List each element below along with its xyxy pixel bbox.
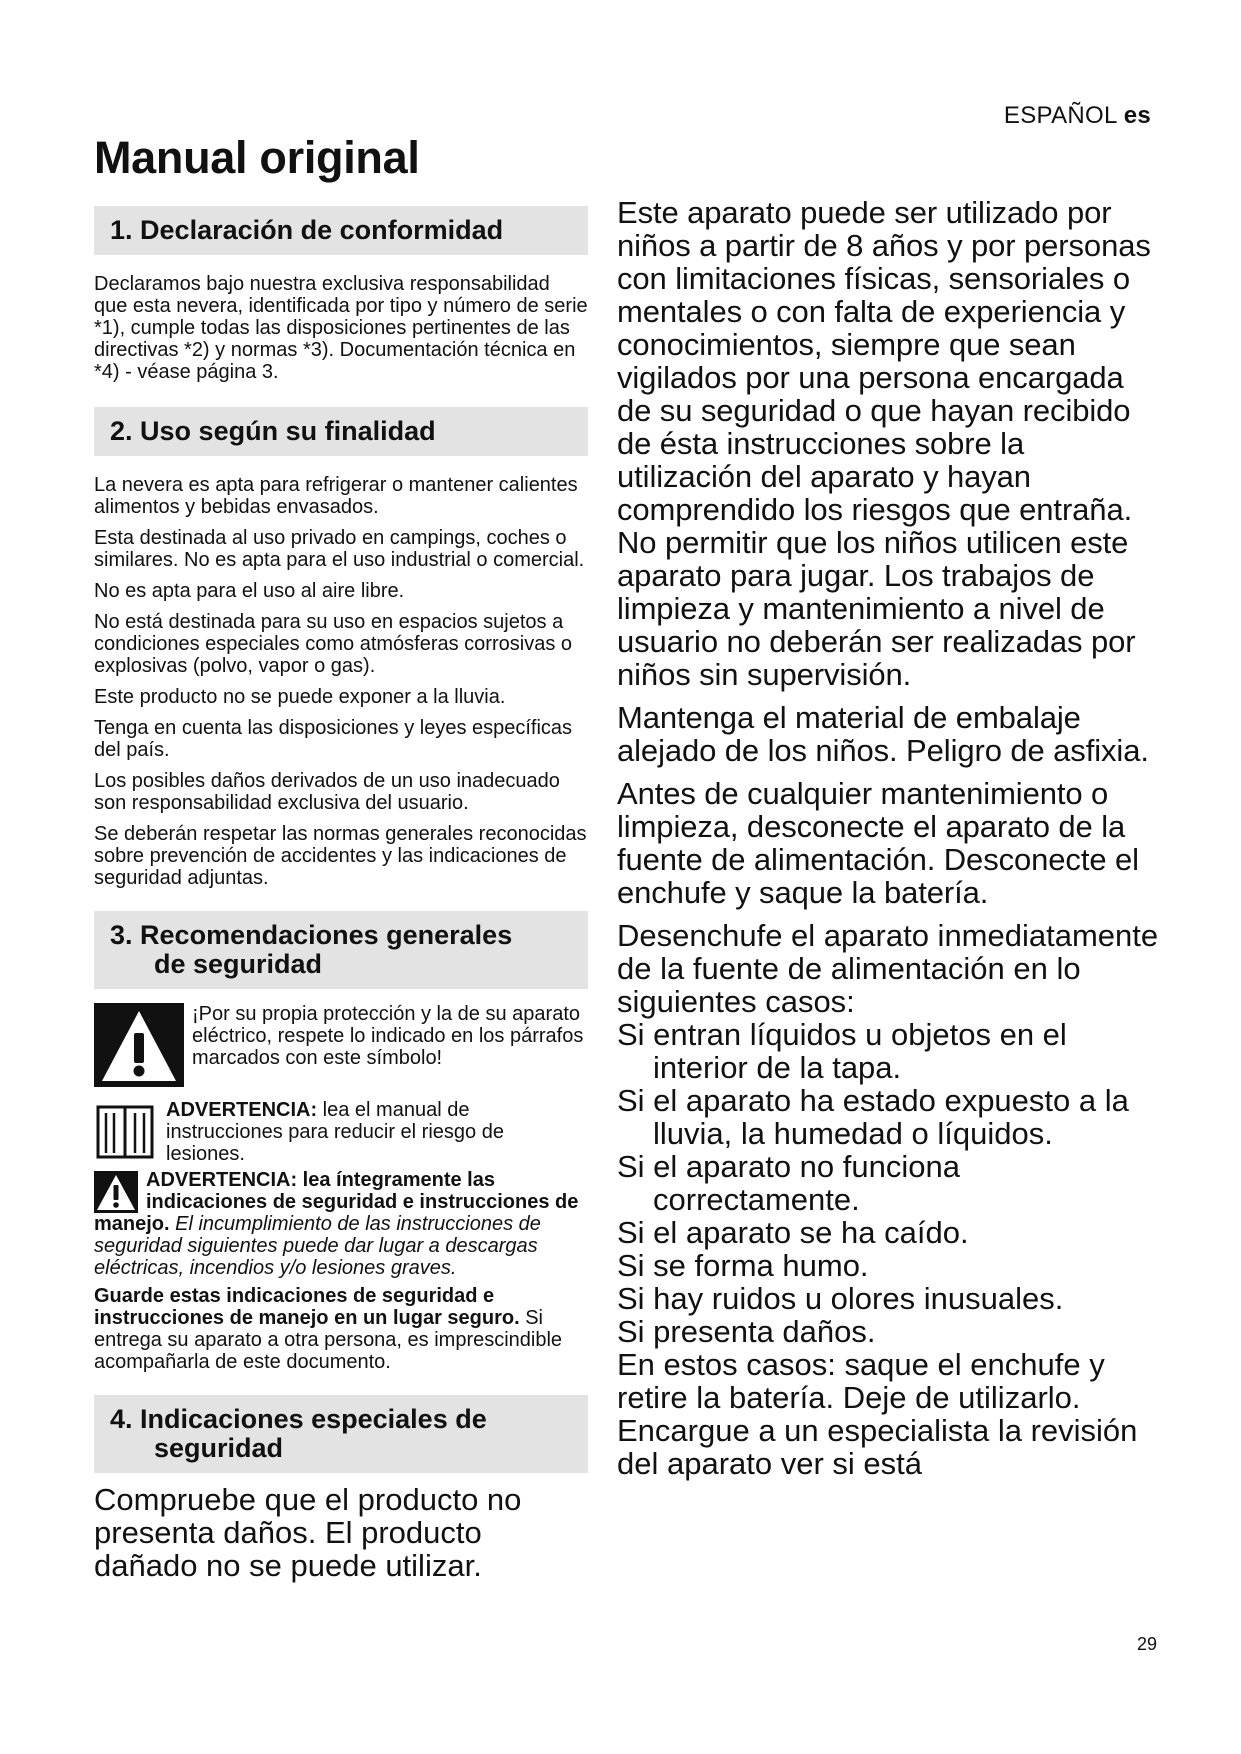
children-usage-paragraph: Este aparato puede ser utilizado por niños a partir de 8 años y por personas con limitaciones físicas, sensoriales o mentales o con falta de experiencia y conocimientos, siempre que sean vigilados por una persona encargada de su seguridad o que hayan recibido de ésta instrucciones sobre la utilización del aparato y hayan comprendido los riesgos que entraña. No permitir que los niños utilicen este aparato para jugar. Los trabajos de limpieza y mantenimiento a nivel de usuario no deberán ser realizadas por niños sin supervisión. [617, 195, 1151, 692]
section-2-paragraph: Tenga en cuenta las disposiciones y leyes específicas del país. [94, 717, 573, 761]
section-4-title-line2: seguridad [154, 1433, 284, 1463]
section-1-number: 1. [110, 215, 133, 245]
section-3-number: 3. [110, 920, 133, 950]
section-3-body [94, 1003, 588, 1373]
maintenance-paragraph: Antes de cualquier mantenimiento o limpieza, desconecte el aparato de la fuente de alimentación. Desconecte el enchufe y saque la batería. [617, 776, 1139, 910]
page-number: 29 [1136, 1634, 1157, 1654]
language-code: es [1123, 102, 1151, 129]
section-3-title-line1: Recomendaciones generales [140, 920, 513, 950]
section-2-heading [94, 407, 588, 456]
section-2-title: Uso según su finalidad [140, 416, 436, 446]
language-indicator [1004, 102, 1151, 130]
symbol-note-text: ¡Por su propia protección y la de su aparato eléctrico, respete lo indicado en los párrafos marcados con este símbolo! [192, 1003, 584, 1069]
full-warning-paragraph [94, 1169, 588, 1279]
packaging-paragraph: Mantenga el material de embalaje alejado de los niños. Peligro de asfixia. [617, 700, 1149, 768]
keep-instructions-text: Si entrega su aparato a otra persona, es imprescindible acompañarla de este documento. [94, 1307, 563, 1373]
right-column [617, 196, 1162, 1480]
full-warning-italic: El incumplimiento de las instrucciones de seguridad siguientes puede dar lugar a descargas eléctricas, incendios y/o lesiones graves. [94, 1213, 541, 1279]
section-2-paragraph: Esta destinada al uso privado en campings, coches o similares. No es apta para el uso industrial o comercial. [94, 527, 585, 571]
left-column [94, 206, 588, 1582]
section-1-title: Declaración de conformidad [140, 215, 504, 245]
section-2-paragraph: Se deberán respetar las normas generales reconocidas sobre prevención de accidentes y las indicaciones de seguridad adjuntas. [94, 823, 587, 889]
book-icon [94, 1099, 156, 1163]
manual-warning-row [94, 1099, 588, 1165]
manual-warning-text [166, 1099, 588, 1165]
section-4-title-line1: Indicaciones especiales de [140, 1404, 487, 1434]
section-4-number: 4. [110, 1404, 133, 1434]
section-2-paragraph: La nevera es apta para refrigerar o mantener calientes alimentos y bebidas envasados. [94, 474, 578, 518]
unplug-cases [617, 919, 1162, 1480]
section-2-paragraph: No está destinada para su uso en espacios sujetos a condiciones especiales como atmósferas corrosivas o explosivas (polvo, vapor o gas). [94, 611, 572, 677]
list-item: Si se forma humo. [617, 1248, 869, 1283]
section-2-paragraph: Este producto no se puede exponer a la lluvia. [94, 686, 506, 708]
small-warning-triangle-icon [94, 1171, 138, 1213]
manual-warning-label: ADVERTENCIA: [166, 1099, 318, 1121]
unplug-intro: Desenchufe el aparato inmediatamente de la fuente de alimentación en lo siguientes casos: [617, 918, 1159, 1019]
page-title: Manual original [94, 132, 420, 183]
section-1-heading [94, 206, 588, 255]
warning-triangle-icon [94, 1003, 184, 1087]
section-2-number: 2. [110, 416, 133, 446]
section-2-paragraph: Los posibles daños derivados de un uso inadecuado son responsabilidad exclusiva del usuario. [94, 770, 560, 814]
section-1-body: Declaramos bajo nuestra exclusiva responsabilidad que esta nevera, identificada por tipo y número de serie *1), cumple todas las disposiciones pertinentes de las directivas *2) y normas *3). Documentación técnica en *4) - véase página 3. [94, 273, 588, 383]
symbol-note-row [94, 1003, 588, 1087]
section-2-body [94, 474, 588, 889]
section-2-paragraph: No es apta para el uso al aire libre. [94, 580, 405, 602]
list-item: Si entran líquidos u objetos en el interior de la tapa. [617, 1017, 1067, 1085]
section-4-heading [94, 1395, 588, 1473]
section-3-title-line2: de seguridad [154, 949, 323, 979]
list-item: Si el aparato ha estado expuesto a la lluvia, la humedad o líquidos. [617, 1083, 1129, 1151]
keep-instructions-bold: Guarde estas indicaciones de seguridad e instrucciones de manejo en un lugar seguro. [94, 1285, 520, 1329]
keep-instructions-paragraph [94, 1285, 588, 1373]
list-item: Si presenta daños. [617, 1314, 876, 1349]
language-label: ESPAÑOL [1003, 102, 1117, 129]
section-4-body: Compruebe que el producto no presenta daños. El producto dañado no se puede utilizar. [94, 1482, 522, 1583]
full-warning-bold: ADVERTENCIA: lea íntegramente las indicaciones de seguridad e instrucciones de manejo. [94, 1169, 579, 1235]
list-item: Si el aparato no funciona correctamente. [617, 1149, 960, 1217]
closing-paragraph: En estos casos: saque el enchufe y retire la batería. Deje de utilizarlo. Encargue a un especialista la revisión del aparato ver si está [617, 1347, 1138, 1481]
manual-warning-body: lea el manual de instrucciones para reducir el riesgo de lesiones. [166, 1099, 504, 1165]
section-3-heading [94, 911, 588, 989]
list-item: Si el aparato se ha caído. [617, 1215, 969, 1250]
list-item: Si hay ruidos u olores inusuales. [617, 1281, 1064, 1316]
